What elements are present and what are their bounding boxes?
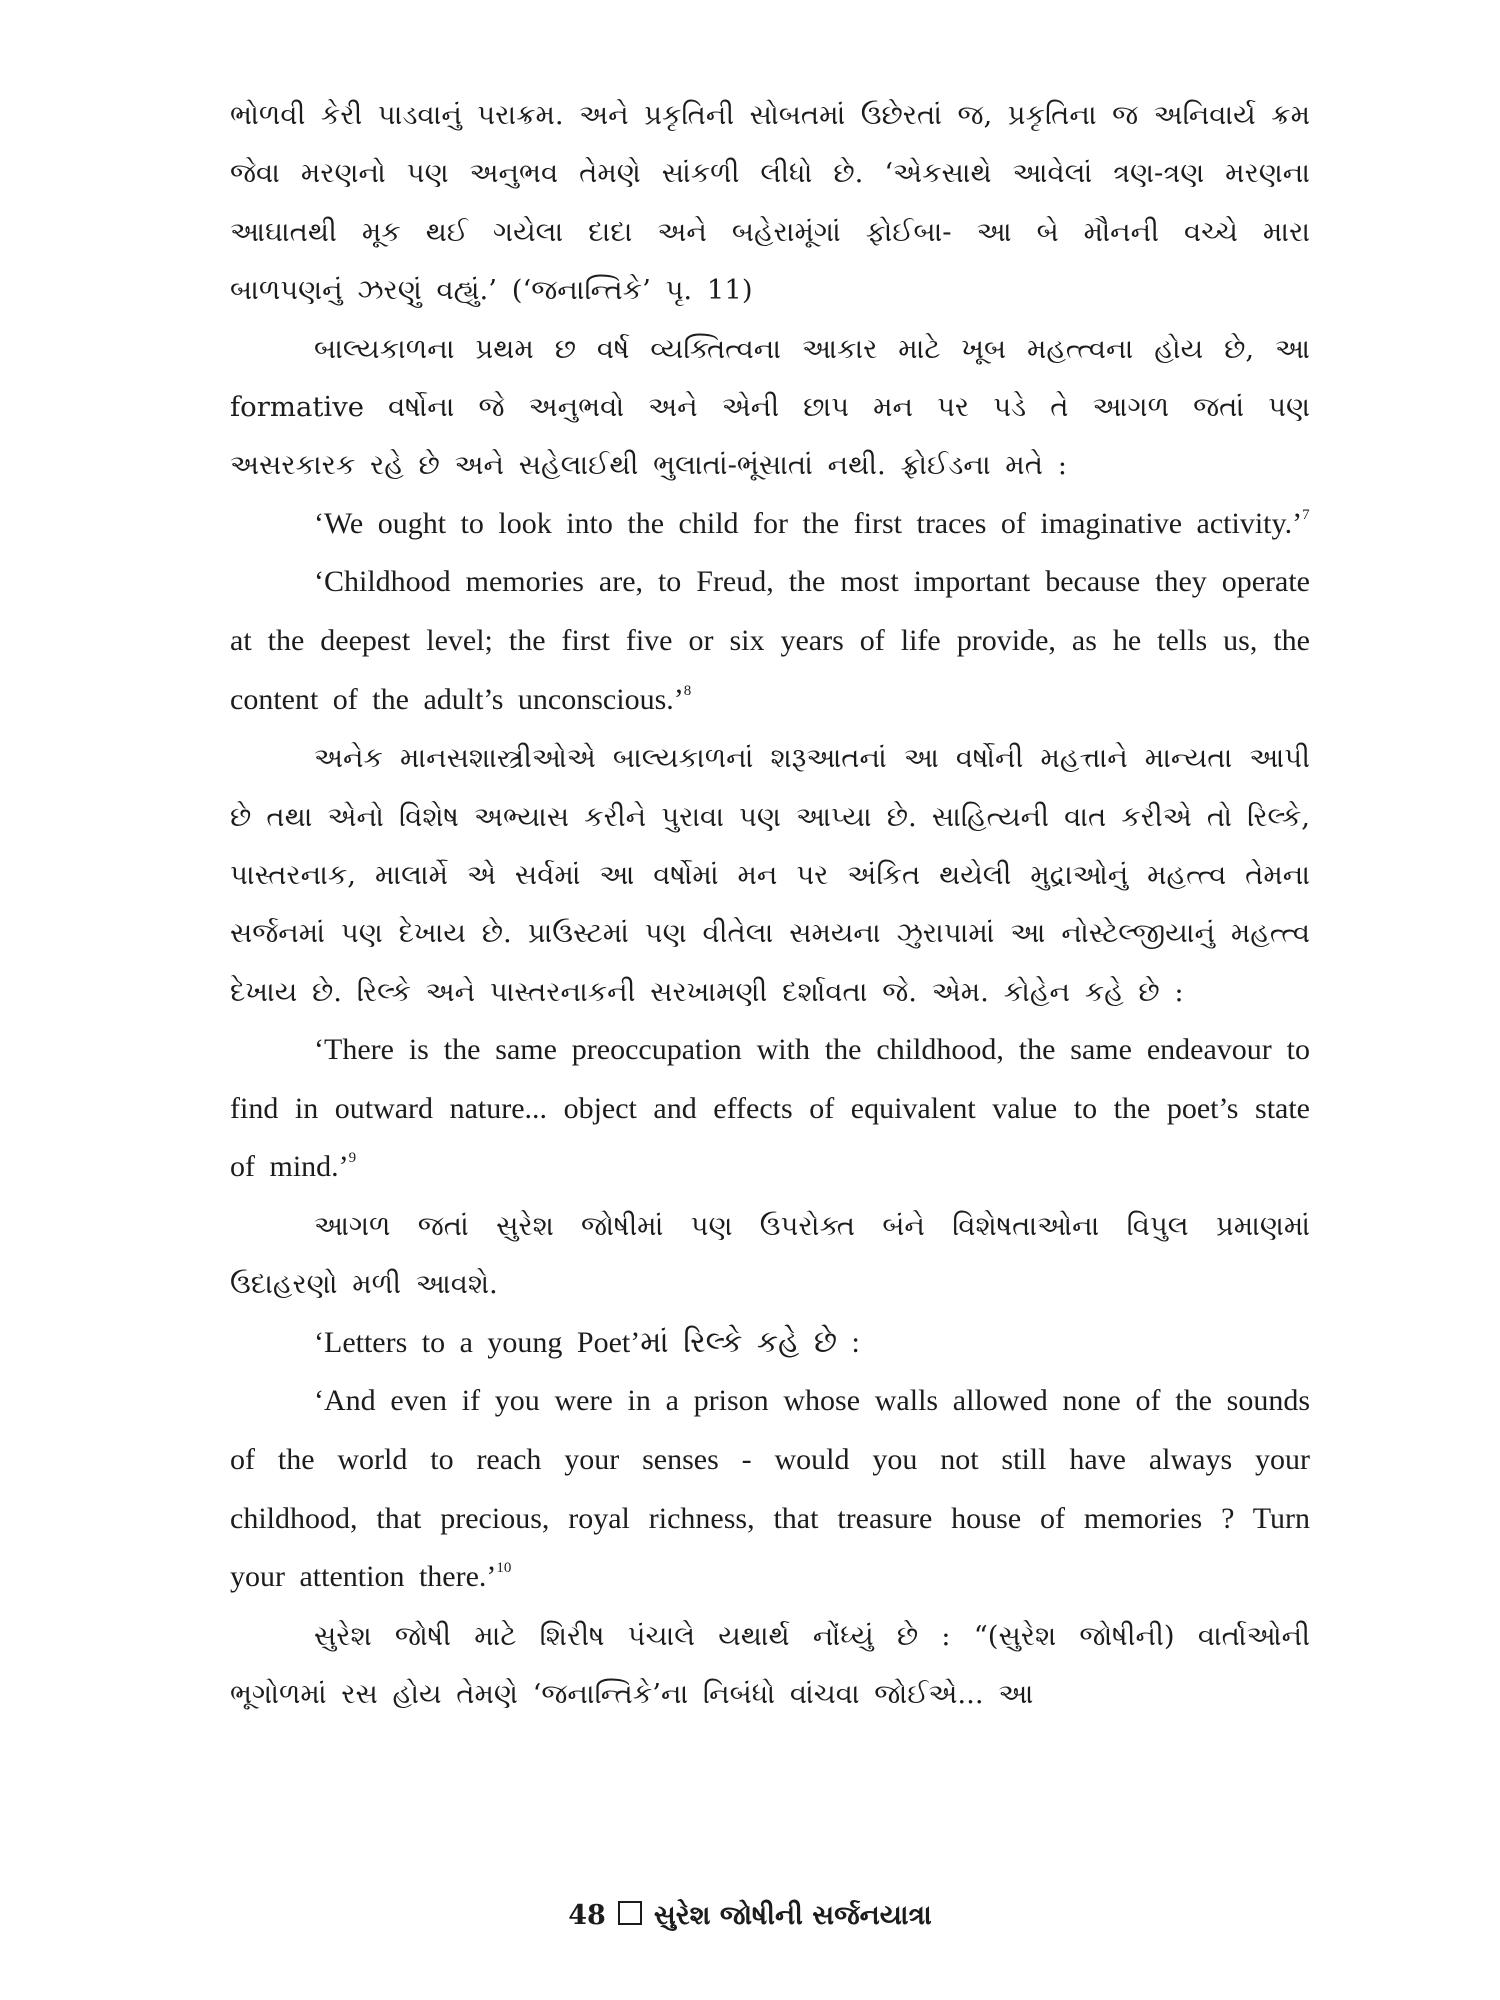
- footnote-ref-9: 9: [348, 1150, 357, 1167]
- footnote-ref-8: 8: [683, 682, 692, 699]
- page-number: 48: [568, 1900, 606, 1931]
- quote-text: ‘Childhood memories are, to Freud, the most important because they operate at the deepest level; the first five or six years of life provide, as he tells us, the content of the adult’s unconscious.’: [230, 565, 1310, 716]
- book-title: સુરેશ જોષીની સર્જનયાત્રા: [653, 1900, 932, 1931]
- quote-freud-imagination: [230, 495, 1310, 554]
- paragraph-3: અનેક માનસશાસ્ત્રીઓએ બાલ્યકાળનાં શરૂઆતનાં આ વર્ષોની મહત્તાને માન્યતા આપી છે તથા એનો વિશેષ અભ્યાસ કરીને પુરાવા પણ આપ્યા છે. સાહિત્યની વાત કરીએ તો રિલ્કે, પાસ્તરનાક, માલાર્મે એ સર્વમાં આ વર્ષોમાં મન પર અંકિત થયેલી મુદ્રાઓનું મહત્ત્વ તેમના સર્જનમાં પણ દેખાય છે. પ્રાઉસ્ટમાં પણ વીતેલા સમયના ઝુરાપામાં આ નોસ્ટેલ્જીયાનું મહત્ત્વ દેખાય છે. રિલ્કે અને પાસ્તરનાકની સરખામણી દર્શાવતા જે. એમ. કોહેન કહે છે :: [230, 742, 1310, 1008]
- page-body: [230, 86, 1310, 1724]
- footnote-ref-7: 7: [1302, 506, 1310, 523]
- quote-text: ‘We ought to look into the child for the first traces of imaginative activity.’: [314, 506, 1303, 540]
- quote-cohen: [230, 1021, 1310, 1197]
- quote-text: ‘And even if you were in a prison whose walls allowed none of the sounds of the world to reach your senses - would you not still have always your childhood, that precious, royal richness, that treasure house of memories ? Turn your attention there.’: [230, 1384, 1310, 1594]
- paragraph-5: સુરેશ જોષી માટે શિરીષ પંચાલે યથાર્થ નોંધ્યું છે : “(સુરેશ જોષીની) વાર્તાઓની ભૂગોળમાં રસ હોય તેમણે ‘જનાન્તિકે’ના નિબંધો વાંચવા જોઈએ... આ: [230, 1619, 1310, 1711]
- quote-childhood-memories: [230, 553, 1310, 729]
- box-separator-icon: [618, 1901, 642, 1925]
- letters-intro: ‘Letters to a young Poet’માં રિલ્કે કહે છે :: [314, 1325, 860, 1359]
- paragraph-1: ભોળવી કેરી પાડવાનું પરાક્રમ. અને પ્રકૃતિની સોબતમાં ઉછેરતાં જ, પ્રકૃતિના જ અનિવાર્ય ક્રમ જેવા મરણનો પણ અનુભવ તેમણે સાંકળી લીધો છે. ‘એકસાથે આવેલાં ત્રણ-ત્રણ મરણના આઘાતથી મૂક થઈ ગયેલા દાદા અને બહેરામૂંગાં ફોઈબા- આ બે મૌનની વચ્ચે મારા બાળપણનું ઝરણું વહ્યું.’ (‘જનાન્તિકે’ પૃ. 11): [230, 99, 1310, 307]
- page-footer: [0, 1896, 1500, 1936]
- footnote-ref-10: 10: [496, 1560, 512, 1577]
- quote-rilke: [230, 1372, 1310, 1606]
- paragraph-4: આગળ જતાં સુરેશ જોષીમાં પણ ઉપરોક્ત બંને વિશેષતાઓના વિપુલ પ્રમાણમાં ઉદાહરણો મળી આવશે.: [230, 1210, 1310, 1301]
- paragraph-2: બાલ્યકાળના પ્રથમ છ વર્ષ વ્યક્તિત્વના આકાર માટે ખૂબ મહત્ત્વના હોય છે, આ formative વર્ષોના જે અનુભવો અને એની છાપ મન પર પડે તે આગળ જતાં પણ અસરકારક રહે છે અને સહેલાઈથી ભુલાતાં-ભૂંસાતાં નથી. ફ્રોઈડના મતે :: [230, 332, 1310, 482]
- quote-text: ‘There is the same preoccupation with the childhood, the same endeavour to find in outward nature... object and effects of equivalent value to the poet’s state of mind.’: [230, 1033, 1310, 1184]
